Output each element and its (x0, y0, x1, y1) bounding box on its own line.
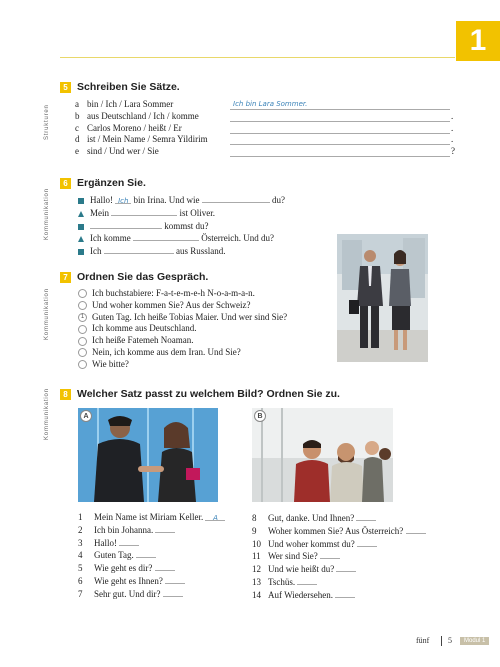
sentence-row (75, 146, 460, 158)
item-text: Und woher kommst du? (268, 538, 355, 549)
exercise-7-title: Ordnen Sie das Gespräch. (77, 271, 209, 283)
dialog-item (78, 359, 287, 371)
handwritten-answer: A (213, 514, 218, 522)
handwritten-answer: Ich bin Lara Sommer. (233, 100, 308, 108)
item-words: sind / Und wer / Sie (87, 146, 159, 157)
dialog-line-1: Hallo! Ich bin Irina. Und wie du? (78, 194, 285, 207)
match-item (78, 575, 225, 588)
answer-blank[interactable] (406, 525, 426, 534)
item-letter: c (75, 122, 79, 133)
sentence-row (75, 134, 460, 146)
exercise-6-number: 6 (60, 178, 71, 189)
exercise-8-left-list (78, 512, 225, 601)
exercise-5-list (75, 99, 460, 158)
item-number: 2 (78, 524, 83, 535)
answer-blank[interactable] (205, 512, 225, 521)
photo-a-label: A (80, 410, 92, 422)
match-item (78, 549, 225, 562)
answer-blank[interactable] (119, 537, 139, 546)
item-words: ist / Mein Name / Semra Yildirim (87, 134, 208, 145)
item-number: 5 (78, 563, 83, 574)
item-number: 8 (252, 513, 257, 523)
match-item (78, 562, 225, 575)
speaker-square-icon (78, 224, 84, 230)
item-number: 14 (252, 589, 261, 600)
speaker-triangle-icon (78, 236, 84, 242)
dialog-text: Ich heiße Fatemeh Noaman. (92, 335, 194, 346)
order-circle[interactable] (78, 301, 87, 310)
exercise-5-number: 5 (60, 82, 71, 93)
dialog-text: Nein, ich komme aus dem Iran. Und Sie? (92, 346, 241, 357)
footer-divider (441, 636, 442, 646)
item-text: Woher kommen Sie? Aus Österreich? (268, 525, 404, 536)
sentence-row (75, 111, 460, 123)
answer-blank[interactable] (155, 562, 175, 571)
end-punctuation: . (451, 134, 454, 145)
dialog-item (78, 323, 287, 335)
answer-blank[interactable] (165, 575, 185, 584)
item-number: 7 (78, 588, 83, 599)
sentence-row (75, 123, 460, 135)
exercise-8-title: Welcher Satz passt zu welchem Bild? Ordnen Sie zu. (77, 388, 340, 400)
exercise-6-lines (78, 194, 285, 258)
item-text: Und wie heißt du? (268, 564, 335, 575)
exercise-7-number: 7 (60, 272, 71, 283)
item-letter: d (75, 134, 80, 145)
item-number: 6 (78, 575, 83, 586)
unit-number-badge: 1 (456, 21, 500, 61)
sentence-row (75, 99, 460, 111)
dialog-text: Und woher kommen Sie? Aus der Schweiz? (92, 299, 251, 310)
exercise-7-list (78, 288, 287, 371)
item-number: 1 (78, 512, 83, 522)
match-item (252, 538, 426, 551)
item-words: aus Deutschland / Ich / komme (87, 110, 199, 121)
answer-blank[interactable] (136, 549, 156, 558)
match-item (252, 512, 426, 525)
item-words: Carlos Moreno / heißt / Er (87, 122, 182, 133)
item-number: 9 (252, 525, 257, 536)
end-punctuation: . (451, 122, 454, 133)
item-letter: a (75, 99, 79, 109)
match-item (252, 563, 426, 576)
dialog-text: Ich komme aus Deutschland. (92, 323, 197, 334)
order-circle[interactable] (78, 289, 87, 298)
item-text: Auf Wiedersehen. (268, 589, 333, 600)
item-text: Sehr gut. Und dir? (94, 588, 161, 599)
photo-business-people (337, 234, 428, 362)
answer-blank[interactable] (163, 588, 183, 597)
match-item (78, 512, 225, 524)
exercise-8-number: 8 (60, 389, 71, 400)
match-item (252, 576, 426, 589)
speaker-square-icon (78, 249, 84, 255)
match-item (252, 550, 426, 563)
dialog-text: Wie bitte? (92, 358, 129, 369)
order-circle[interactable] (78, 337, 87, 346)
match-item (252, 589, 426, 602)
module-tab: Modul 1 (460, 637, 489, 645)
match-item (252, 525, 426, 538)
item-words: bin / Ich / Lara Sommer (87, 99, 174, 109)
dialog-line-5: Ich aus Russland. (78, 245, 285, 258)
exercise-6-title: Ergänzen Sie. (77, 177, 146, 189)
side-label-communication-6: Kommunikation (44, 188, 50, 240)
answer-line[interactable] (230, 156, 450, 157)
item-letter: e (75, 146, 79, 157)
end-punctuation: . (451, 110, 454, 121)
answer-blank[interactable] (335, 589, 355, 598)
answer-blank[interactable] (202, 194, 270, 203)
side-label-communication-8: Kommunikation (44, 388, 50, 440)
item-text: Wie geht es dir? (94, 563, 153, 574)
match-item (78, 537, 225, 550)
dialog-item (78, 335, 287, 347)
end-punctuation: ? (451, 146, 455, 157)
answer-blank[interactable] (155, 524, 175, 533)
answer-blank[interactable] (104, 245, 174, 254)
item-number: 10 (252, 538, 261, 549)
photo-b-group (252, 408, 393, 502)
page-number: 5 (448, 636, 452, 645)
item-text: Mein Name ist Miriam Keller. (94, 512, 204, 522)
order-circle[interactable]: 1 (78, 313, 87, 322)
side-label-structures: Strukturen (44, 104, 50, 140)
answer-blank[interactable] (320, 550, 340, 559)
item-text: Hallo! (94, 537, 117, 548)
item-text: Tschüs. (268, 576, 296, 587)
exercise-5-title: Schreiben Sie Sätze. (77, 81, 180, 93)
item-text: Guten Tag. (94, 550, 134, 561)
dialog-text: Guten Tag. Ich heiße Tobias Maier. Und wer sind Sie? (92, 311, 288, 322)
item-number: 12 (252, 564, 261, 575)
item-letter: b (75, 110, 80, 121)
side-label-communication-7: Kommunikation (44, 288, 50, 340)
item-number: 3 (78, 537, 83, 548)
answer-blank[interactable] (297, 576, 317, 585)
dialog-line-2: Mein ist Oliver. (78, 207, 285, 220)
item-text: Ich bin Johanna. (94, 524, 154, 535)
match-item (78, 524, 225, 537)
order-circle[interactable] (78, 325, 87, 334)
speaker-triangle-icon (78, 211, 84, 217)
match-item (78, 588, 225, 601)
answer-blank[interactable] (336, 563, 356, 572)
answer-blank[interactable] (356, 512, 376, 521)
order-circle[interactable] (78, 360, 87, 369)
photo-a-handshake (78, 408, 218, 502)
dialog-text: Ich buchstabiere: F-a-t-e-m-e-h N-o-a-m-a-n. (92, 288, 255, 298)
dialog-item (78, 347, 287, 359)
answer-blank[interactable]: Ich (115, 195, 131, 204)
item-text: Gut, danke. Und Ihnen? (268, 513, 355, 523)
answer-blank[interactable] (133, 232, 199, 241)
answer-blank[interactable] (111, 207, 177, 216)
dialog-item (78, 288, 287, 300)
header-rule (60, 57, 455, 58)
exercise-8-right-list (252, 512, 426, 602)
item-number: 13 (252, 576, 261, 587)
item-number: 11 (252, 551, 261, 562)
item-text: Wer sind Sie? (268, 551, 318, 562)
dialog-item (78, 312, 287, 324)
answer-blank[interactable] (357, 538, 377, 547)
answer-blank[interactable] (90, 220, 162, 229)
dialog-line-3: kommst du? (78, 220, 285, 233)
item-number: 4 (78, 550, 83, 561)
order-circle[interactable] (78, 348, 87, 357)
dialog-item (78, 300, 287, 312)
speaker-square-icon (78, 198, 84, 204)
photo-b-label: B (254, 410, 266, 422)
item-text: Wie geht es Ihnen? (94, 575, 163, 586)
page-word: fünf (416, 636, 430, 645)
dialog-line-4: Ich komme Österreich. Und du? (78, 232, 285, 245)
